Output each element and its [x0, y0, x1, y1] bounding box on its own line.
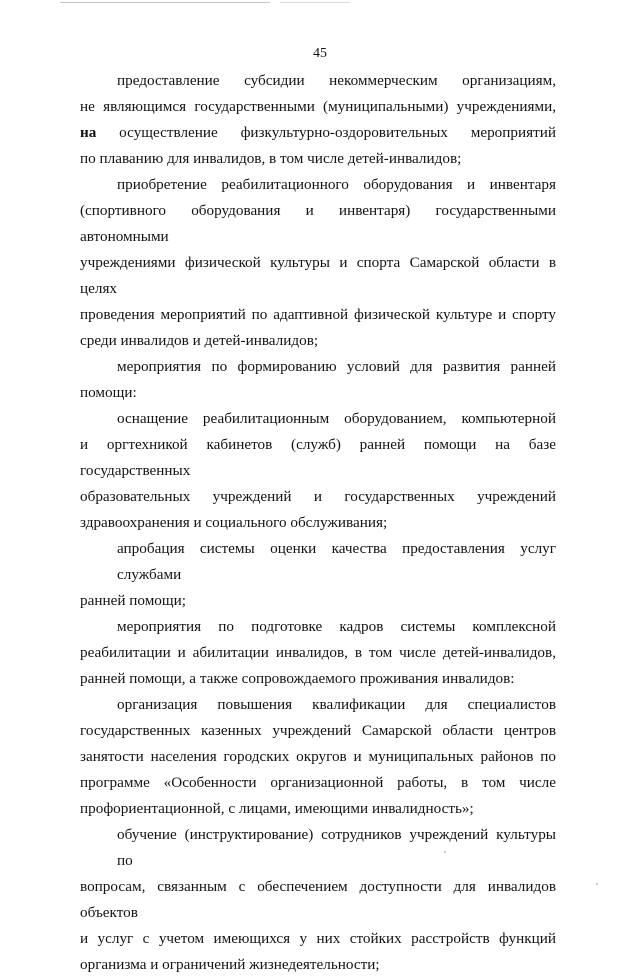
text-line: и оргтехникой кабинетов (служб) ранней помощи на базе государственных	[80, 436, 556, 479]
document-body	[80, 68, 556, 978]
text-line: помощи:	[80, 384, 137, 401]
text-line: здравоохранения и социального обслуживания;	[80, 514, 388, 531]
paragraph	[80, 822, 556, 978]
paragraph	[80, 68, 556, 172]
text-line: учреждениями физической культуры и спорта Самарской области в целях	[80, 254, 556, 297]
page-number: 45	[313, 46, 327, 61]
text-line: государственных казенных учреждений Самарской области центров	[80, 722, 556, 739]
text-line: среди инвалидов и детей-инвалидов;	[80, 332, 319, 349]
scan-speck	[444, 851, 446, 853]
text-line: проведения мероприятий по адаптивной физической культуре и спорту	[80, 306, 556, 323]
scan-artifact-line	[60, 2, 270, 3]
text-line: образовательных учреждений и государственных учреждений	[80, 488, 556, 505]
text-line: профориентационной, с лицами, имеющими инвалидность»;	[80, 800, 474, 817]
text-line: предоставление субсидии некоммерческим организациям,	[117, 72, 556, 89]
text-line: ранней помощи;	[80, 592, 186, 609]
text-line: на осуществление физкультурно-оздоровительных мероприятий	[80, 124, 556, 141]
paragraph	[80, 536, 556, 614]
paragraph	[80, 172, 556, 354]
text-line: вопросам, связанным с обеспечением доступности для инвалидов объектов	[80, 878, 556, 921]
text-line: реабилитации и абилитации инвалидов, в том числе детей-инвалидов,	[80, 644, 556, 661]
text-line: мероприятия по подготовке кадров системы комплексной	[117, 618, 556, 635]
text-line: организация повышения квалификации для специалистов	[117, 696, 556, 713]
text-line: ранней помощи, а также сопровождаемого проживания инвалидов:	[80, 670, 515, 687]
paragraph	[80, 614, 556, 692]
text-line: апробация системы оценки качества предоставления услуг службами	[117, 540, 556, 583]
paragraph	[80, 692, 556, 822]
text-line: организма и ограничений жизнедеятельности;	[80, 956, 380, 973]
text-line: приобретение реабилитационного оборудования и инвентаря	[117, 176, 556, 193]
scan-artifact-line	[280, 2, 350, 3]
text-line: занятости населения городских округов и муниципальных районов по	[80, 748, 556, 765]
text-line: обучение (инструктирование) сотрудников учреждений культуры по	[117, 826, 556, 869]
text-line: и услуг с учетом имеющихся у них стойких расстройств функций	[80, 930, 556, 947]
text-line: (спортивного оборудования и инвентаря) государственными автономными	[80, 202, 556, 245]
text-line: оснащение реабилитационным оборудованием, компьютерной	[117, 410, 556, 427]
text-line: по плаванию для инвалидов, в том числе детей-инвалидов;	[80, 150, 462, 167]
paragraph	[80, 354, 556, 406]
text-line: программе «Особенности организационной работы, в том числе	[80, 774, 556, 791]
paragraph	[80, 406, 556, 536]
scan-speck	[596, 883, 598, 885]
text-line: мероприятия по формированию условий для развития ранней	[117, 358, 556, 375]
text-line: не являющимся государственными (муниципальными) учреждениями,	[80, 98, 556, 115]
bold-word: на	[80, 124, 97, 141]
